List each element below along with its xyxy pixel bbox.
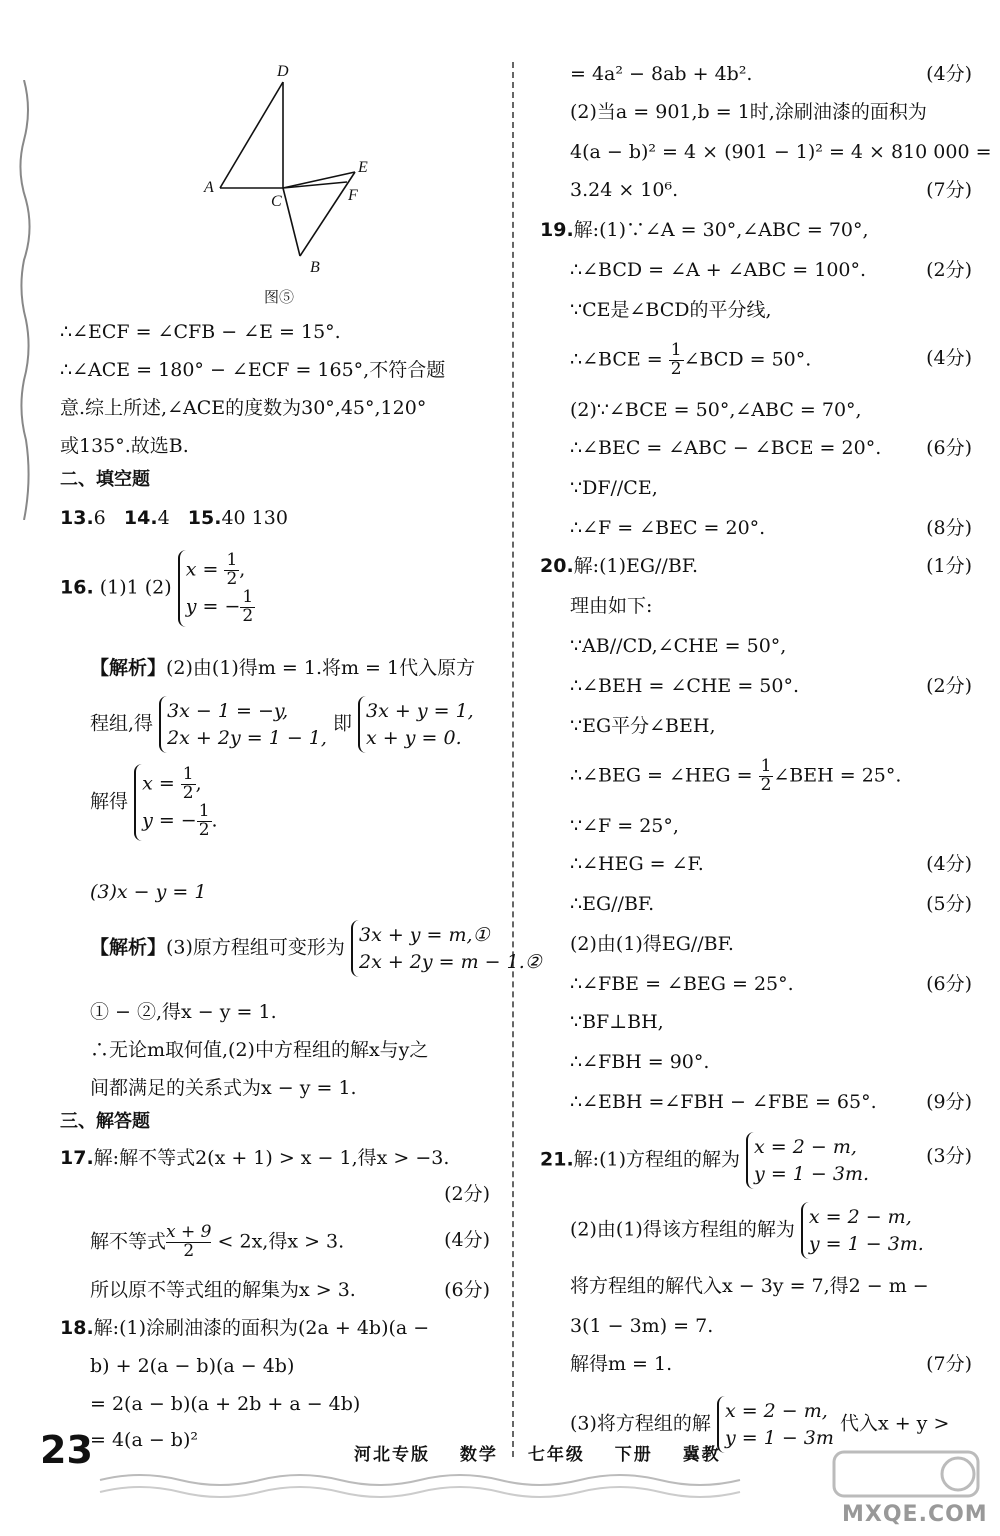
question-number: 16. [60, 576, 94, 599]
text-line: ① − ②,得x − y = 1. [90, 1001, 277, 1023]
segment-cb [283, 188, 300, 256]
score: (4分) [926, 853, 972, 875]
text-line: ∴EG//BF. [570, 893, 655, 915]
text-line: = 4a² − 8ab + 4b². [570, 63, 753, 85]
answer-15: 40 130 [221, 507, 288, 529]
text-line: ∴∠FBE = ∠BEG = 25°. [570, 973, 794, 995]
answer-13: 6 [93, 507, 106, 529]
fraction: $\frac{x + 9}{2}$ [166, 1222, 212, 1261]
fraction: $\frac{1}{2}$ [182, 764, 194, 803]
footer-edition: 冀教 [682, 1445, 721, 1465]
fraction: $\frac{1}{2}$ [198, 800, 210, 840]
text-line: ∴∠ECF = ∠CFB − ∠E = 15°. [60, 321, 341, 343]
equation-system: 3x − 1 = −y, 2x + 2y = 1 − 1, [159, 696, 327, 753]
score: (2分) [444, 1183, 490, 1205]
analysis-line [90, 764, 218, 841]
text-line: 4(a − b)² = 4 × (901 − 1)² = 4 × 810 000 = [570, 141, 992, 163]
text-line: ∴无论m取何值,(2)中方程组的解x与y之 [90, 1039, 429, 1061]
score: (8分) [926, 517, 972, 539]
question-number: 19. [540, 219, 574, 241]
figure-caption: 图⑤ [264, 288, 295, 306]
analysis-line [90, 696, 474, 753]
segment-ad [220, 82, 283, 188]
text-line: (2)∵∠BCE = 50°,∠ABC = 70°, [570, 399, 862, 421]
text-line: ∴∠ACE = 180° − ∠ECF = 165°,不符合题 [60, 359, 446, 381]
score: (4分) [444, 1229, 490, 1251]
footer-subject: 数学 [459, 1445, 498, 1465]
question-17-line [60, 1146, 449, 1170]
equation-system: x = 2 − m, y = 1 − 3m. [801, 1202, 924, 1259]
text-line: (2)由(1)得EG//BF. [570, 933, 734, 955]
text-line: (3)将方程组的解 x = 2 − m, y = 1 − 3m 代入x + y > [570, 1396, 949, 1453]
text-line: 解:(1)涂刷油漆的面积为(2a + 4b)(a − [93, 1317, 430, 1339]
equation-line: y = − [185, 595, 241, 618]
point-label-b: B [310, 259, 320, 276]
score: (6分) [444, 1279, 490, 1301]
text-line: ∴∠BCE = $\frac{1}{2}$ ∠BCD = 50°. [570, 340, 812, 379]
score: (6分) [926, 437, 972, 459]
score: (2分) [926, 675, 972, 697]
score: (1分) [926, 555, 972, 577]
text-line: = 2(a − b)(a + 2b + a − 4b) [90, 1393, 361, 1415]
equation-line: x = [185, 558, 225, 581]
question-21-line [540, 1132, 869, 1189]
point-label-f: F [348, 187, 358, 204]
segment-ce [283, 172, 355, 188]
text-line: 解得 [90, 790, 129, 813]
question-number: 13. [60, 507, 94, 529]
text-line: 解不等式 [90, 1230, 167, 1253]
geometry-figure [150, 60, 410, 310]
equation-system: 3x + y = m,① 2x + 2y = m − 1.② [351, 920, 542, 977]
text-line: = 4(a − b)² [90, 1429, 198, 1451]
text-line: ∴∠F = ∠BEC = 20°. [570, 517, 766, 539]
text-line: ∵CE是∠BCD的平分线, [570, 299, 772, 321]
text-line: (2)当a = 901,b = 1时,涂刷油漆的面积为 [570, 101, 927, 123]
text-line: 3.24 × 10⁶. [570, 179, 679, 201]
score: (3分) [926, 1145, 972, 1167]
point-label-d: D [277, 63, 289, 80]
answers-13-15 [60, 506, 288, 530]
question-number: 20. [540, 555, 574, 577]
text-line: ∵EG平分∠BEH, [570, 715, 716, 737]
answer-14: 4 [157, 507, 170, 529]
text-line: 3(1 − 3m) = 7. [570, 1315, 714, 1337]
footer-region: 河北专版 [354, 1445, 430, 1465]
text-line: (2)由(1)得该方程组的解为 x = 2 − m, y = 1 − 3m. [570, 1202, 924, 1259]
text-line: (3)原方程组可变形为 [166, 936, 345, 959]
equation-system: x = 2 − m, y = 1 − 3m. [746, 1132, 869, 1189]
answer-16-part-3: (3)x − y = 1 [90, 881, 207, 903]
text-line: 或135°.故选B. [60, 435, 189, 457]
answer-16 [60, 550, 255, 627]
question-number: 14. [123, 507, 158, 529]
score: (4分) [926, 347, 972, 369]
question-number: 21. [540, 1148, 574, 1171]
text-line: 间都满足的关系式为x − y = 1. [90, 1077, 357, 1099]
score: (9分) [926, 1091, 972, 1113]
question-number: 18. [60, 1317, 94, 1339]
answer-16-parts: (1)1 (2) [99, 576, 172, 599]
page-number: 23 [40, 1428, 93, 1472]
score: (4分) [926, 63, 972, 85]
question-19-line [540, 218, 869, 242]
fraction: $\frac{1}{2}$ [760, 756, 772, 795]
fraction: $\frac{1}{2}$ [670, 340, 682, 379]
watermark-text: MXQE.COM [842, 1502, 988, 1527]
analysis-line [90, 656, 475, 680]
text-line: ∴∠BEG = ∠HEG = $\frac{1}{2}$ ∠BEH = 25°. [570, 756, 902, 795]
text-line: 所以原不等式组的解集为x > 3. [90, 1279, 356, 1301]
footer-grade: 七年级 [527, 1445, 585, 1465]
analysis-tag: 【解析】 [90, 936, 167, 959]
point-label-a: A [204, 179, 214, 196]
text-line: ∴∠BCD = ∠A + ∠ABC = 100°. [570, 259, 867, 281]
score: (5分) [926, 893, 972, 915]
text-line: b) + 2(a − b)(a − 4b) [90, 1355, 295, 1377]
text-line: ∵∠F = 25°, [570, 815, 679, 837]
column-divider [512, 62, 514, 1457]
analysis-tag: 【解析】 [90, 657, 167, 679]
text-line: ∵BF⊥BH, [570, 1011, 664, 1033]
text-line: 解:(1)方程组的解为 [573, 1148, 740, 1171]
point-label-e: E [358, 159, 368, 176]
question-number: 15. [187, 507, 222, 529]
text-line: ∵DF//CE, [570, 477, 658, 499]
text-line: 理由如下: [570, 595, 653, 617]
footer-book-info [354, 1440, 743, 1465]
text-line: 解:(1)∵∠A = 30°,∠ABC = 70°, [573, 219, 869, 241]
text-line: ∴∠HEG = ∠F. [570, 853, 704, 875]
page-edge-decoration [14, 80, 40, 520]
score: (7分) [926, 1353, 972, 1375]
text-line: ∵AB//CD,∠CHE = 50°, [570, 635, 787, 657]
text-line: 即 [332, 712, 352, 735]
text-line: ∴∠FBH = 90°. [570, 1051, 710, 1073]
text-line: 将方程组的解代入x − 3y = 7,得2 − m − [570, 1275, 929, 1297]
footer-volume: 下册 [614, 1445, 653, 1465]
fraction: $\frac{1}{2}$ [242, 586, 254, 626]
score: (6分) [926, 973, 972, 995]
equation-system: x = 2 − m, y = 1 − 3m [717, 1396, 834, 1453]
fraction: $\frac{1}{2}$ [226, 550, 238, 589]
point-label-c: C [271, 193, 282, 210]
section-heading-solutions: 三、解答题 [60, 1111, 150, 1132]
text-line: 解:解不等式2(x + 1) > x − 1,得x > −3. [93, 1147, 450, 1169]
text-line: 程组,得 [90, 712, 154, 735]
text-line: < 2x,得x > 3. [211, 1230, 345, 1253]
segment-cf [283, 182, 347, 188]
text-line: ∴∠EBH =∠FBH − ∠FBE = 65°. [570, 1091, 877, 1113]
question-17-line [90, 1224, 344, 1261]
equation-system: x = $\frac{1}{2}$ , y = − $\frac{1}{2}$ [178, 550, 255, 627]
text-line: ∴∠BEH = ∠CHE = 50°. [570, 675, 800, 697]
text-line: ∴∠BEC = ∠ABC − ∠BCE = 20°. [570, 437, 882, 459]
question-number: 17. [60, 1147, 94, 1169]
text-line: (2)由(1)得m = 1.将m = 1代入原方 [166, 657, 476, 679]
section-heading-fill-blank: 二、填空题 [60, 469, 150, 490]
score: (2分) [926, 259, 972, 281]
text-line: 意.综上所述,∠ACE的度数为30°,45°,120° [60, 397, 427, 419]
question-18-line [60, 1316, 429, 1340]
question-20-line [540, 554, 698, 578]
analysis-line [90, 920, 542, 977]
equation-system: x = $\frac{1}{2}$ , y = − $\frac{1}{2}$ . [134, 764, 218, 841]
text-line: 解:(1)EG//BF. [573, 555, 699, 577]
equation-system: 3x + y = 1, x + y = 0. [358, 696, 474, 753]
text-line: 解得m = 1. [570, 1353, 673, 1375]
score: (7分) [926, 179, 972, 201]
